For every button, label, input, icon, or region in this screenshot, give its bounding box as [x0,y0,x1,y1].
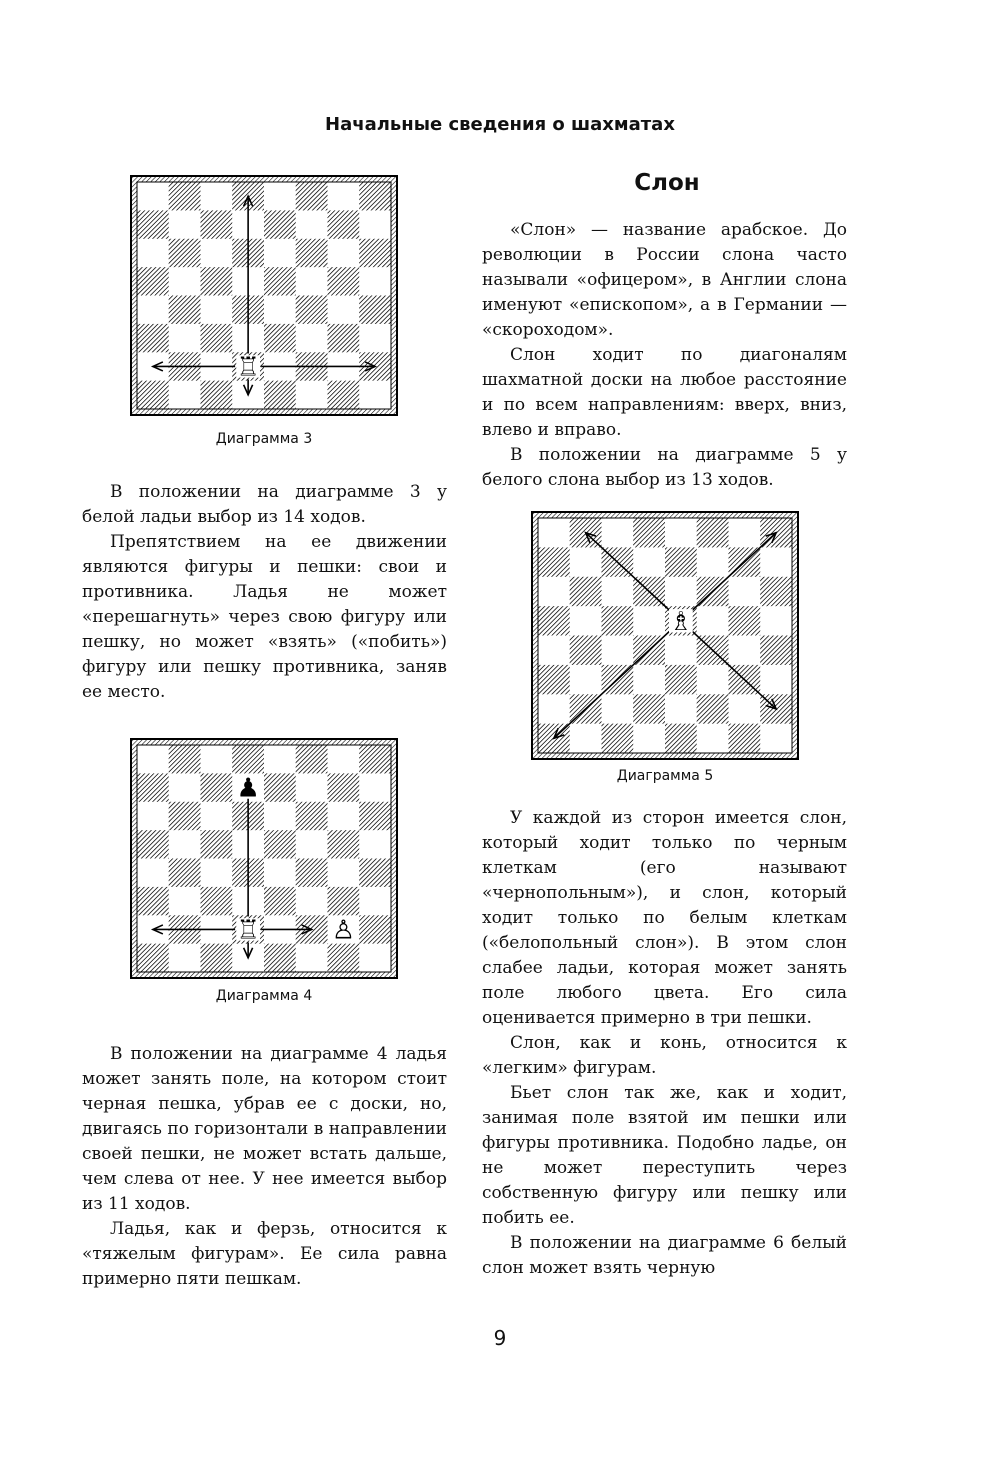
dark-square [201,267,233,295]
light-square [602,636,634,665]
dark-square [169,745,201,773]
dark-square [697,694,729,723]
light-square [169,773,201,801]
light-square [697,724,729,753]
light-square [328,182,360,210]
diagram-5-caption: Диаграмма 5 [616,768,714,784]
light-square [538,636,570,665]
dark-square [201,773,233,801]
dark-square [359,915,391,943]
dark-square [328,381,360,409]
dark-square [760,577,792,606]
paragraph: В положении на диаграмме 4 ладья может занять поле, на котором стоит черная пешка, убрав ее с доски, но, двигаясь по горизонтали в направлении своей пешки, не может встать дальше, чем слева от нее. У нее имеется выбор из 11 ходов. [82,1044,447,1214]
dark-square [359,859,391,887]
dark-square [296,296,328,324]
dark-square [264,381,296,409]
light-square [328,745,360,773]
dark-square [665,724,697,753]
light-square [169,381,201,409]
light-square [328,296,360,324]
dark-square [359,182,391,210]
dark-square [137,267,169,295]
dark-square [201,944,233,972]
right-text-block-2 [482,806,847,1281]
diagram-4-caption: Диаграмма 4 [215,988,313,1004]
dark-square [328,944,360,972]
dark-square [328,887,360,915]
light-square [296,267,328,295]
light-square [633,547,665,576]
light-square [602,577,634,606]
dark-square [264,887,296,915]
dark-square [633,518,665,547]
light-square [359,210,391,238]
light-square [169,210,201,238]
dark-square [137,887,169,915]
light-square [570,724,602,753]
dark-square [570,577,602,606]
dark-square [359,802,391,830]
white-pawn-icon: ♙ [331,915,356,946]
dark-square [359,296,391,324]
light-square [264,296,296,324]
light-square [729,694,761,723]
light-square [296,944,328,972]
right-text-block-1 [482,218,847,493]
dark-square [296,802,328,830]
paragraph: Слон, как и конь, относится к «легким» фигурам. [482,1033,847,1078]
light-square [328,239,360,267]
diagram-3-caption: Диаграмма 3 [215,431,313,447]
white-rook-icon: ♖ [236,915,260,946]
light-square [729,636,761,665]
light-square [169,944,201,972]
light-square [633,606,665,635]
light-square [296,210,328,238]
dark-square [359,239,391,267]
light-square [665,577,697,606]
light-square [359,267,391,295]
light-square [359,944,391,972]
section-title: Слон [634,170,700,196]
light-square [201,745,233,773]
light-square [296,887,328,915]
light-square [665,694,697,723]
dark-square [137,944,169,972]
light-square [602,694,634,723]
page-number: 9 [493,1326,507,1350]
light-square [296,830,328,858]
dark-square [264,324,296,352]
dark-square [137,830,169,858]
light-square [665,518,697,547]
paragraph: У каждой из сторон имеется слон, который ходит только по черным клеткам (его называют «чернопольным»), и слон, который ходит только по белым клеткам («белопольный слон»). В этом слон слабее ладьи, которая может занять поле любого цвета. Его сила оценивается примерно в три пешки. [482,808,847,1028]
dark-square [296,745,328,773]
light-square [296,773,328,801]
light-square [296,324,328,352]
light-square [201,859,233,887]
light-square [760,724,792,753]
light-square [665,636,697,665]
light-square [538,694,570,723]
light-square [169,830,201,858]
white-rook-icon: ♖ [236,352,260,383]
dark-square [328,830,360,858]
light-square [137,859,169,887]
light-square [169,324,201,352]
dark-square [538,665,570,694]
light-square [359,887,391,915]
light-square [201,182,233,210]
light-square [633,724,665,753]
dark-square [201,381,233,409]
dark-square [264,267,296,295]
dark-square [201,887,233,915]
dark-square [328,773,360,801]
light-square [296,381,328,409]
light-square [570,547,602,576]
dark-square [729,606,761,635]
light-square [201,802,233,830]
paragraph: В положении на диаграмме 6 белый слон может взять черную [482,1233,847,1278]
dark-square [137,773,169,801]
dark-square [264,210,296,238]
light-square [328,859,360,887]
light-square [570,606,602,635]
paragraph: Бьет слон так же, как и ходит, занимая поле взятой им пешки или фигуры противника. Подобно ладье, он не может переступить через собственную фигуру или пешку или побить ее. [482,1083,847,1228]
light-square [697,665,729,694]
dark-square [602,724,634,753]
dark-square [264,773,296,801]
dark-square [296,859,328,887]
dark-square [201,324,233,352]
dark-square [760,636,792,665]
light-square [328,802,360,830]
light-square [359,381,391,409]
light-square [264,859,296,887]
white-bishop-icon: ♗ [669,606,693,637]
chess-diagram-5 [531,511,799,760]
dark-square [665,665,697,694]
dark-square [137,381,169,409]
light-square [697,547,729,576]
dark-square [602,606,634,635]
dark-square [137,324,169,352]
dark-square [665,547,697,576]
dark-square [169,239,201,267]
dark-square [538,547,570,576]
light-square [602,518,634,547]
dark-square [538,606,570,635]
paragraph: «Слон» — название арабское. До революции в России слона часто называли «офицером», в Англии слона именуют «епископом», а в Германии — «скороходом». [482,220,847,340]
light-square [359,830,391,858]
dark-square [296,239,328,267]
dark-square [169,296,201,324]
light-square [729,577,761,606]
paragraph: В положении на диаграмме 3 у белой ладьи выбор из 14 ходов. [82,482,447,527]
light-square [359,773,391,801]
light-square [760,665,792,694]
light-square [570,665,602,694]
light-square [137,802,169,830]
light-square [137,239,169,267]
light-square [264,745,296,773]
dark-square [137,210,169,238]
running-header: Начальные сведения о шахматах [325,114,675,135]
chess-diagram-4 [130,738,398,979]
light-square [538,518,570,547]
dark-square [169,182,201,210]
light-square [201,296,233,324]
paragraph: В положении на диаграмме 5 у белого слона выбор из 13 ходов. [482,445,847,490]
dark-square [201,210,233,238]
dark-square [201,830,233,858]
dark-square [264,944,296,972]
light-square [137,296,169,324]
dark-square [729,724,761,753]
light-square [169,267,201,295]
light-square [538,577,570,606]
light-square [137,745,169,773]
left-text-block-2 [82,1042,447,1292]
dark-square [264,830,296,858]
light-square [169,887,201,915]
paragraph: Ладья, как и ферзь, относится к «тяжелым фигурам». Ее сила равна примерно пяти пешкам. [82,1219,447,1289]
dark-square [570,636,602,665]
dark-square [328,267,360,295]
light-square [201,239,233,267]
dark-square [633,694,665,723]
dark-square [359,745,391,773]
light-square [264,239,296,267]
light-square [264,802,296,830]
light-square [137,182,169,210]
paragraph: Препятствием на ее движении являются фигуры и пешки: свои и противника. Ладья не может «перешагнуть» через свою фигуру или пешку, но может «взять» («побить») фигуру или пешку противника, заняв ее место. [82,532,447,702]
light-square [760,547,792,576]
light-square [264,182,296,210]
light-square [729,518,761,547]
light-square [760,606,792,635]
dark-square [296,182,328,210]
left-text-block-1 [82,480,447,705]
dark-square [328,324,360,352]
light-square [697,606,729,635]
dark-square [697,518,729,547]
light-square [359,324,391,352]
dark-square [169,859,201,887]
dark-square [328,210,360,238]
dark-square [232,745,264,773]
paragraph: Слон ходит по диагоналям шахматной доски на любое расстояние и по всем направлениям: вверх, вниз, влево и вправо. [482,345,847,440]
light-square [633,665,665,694]
black-pawn-icon: ♟ [236,773,260,804]
dark-square [169,802,201,830]
chess-diagram-3 [130,175,398,416]
